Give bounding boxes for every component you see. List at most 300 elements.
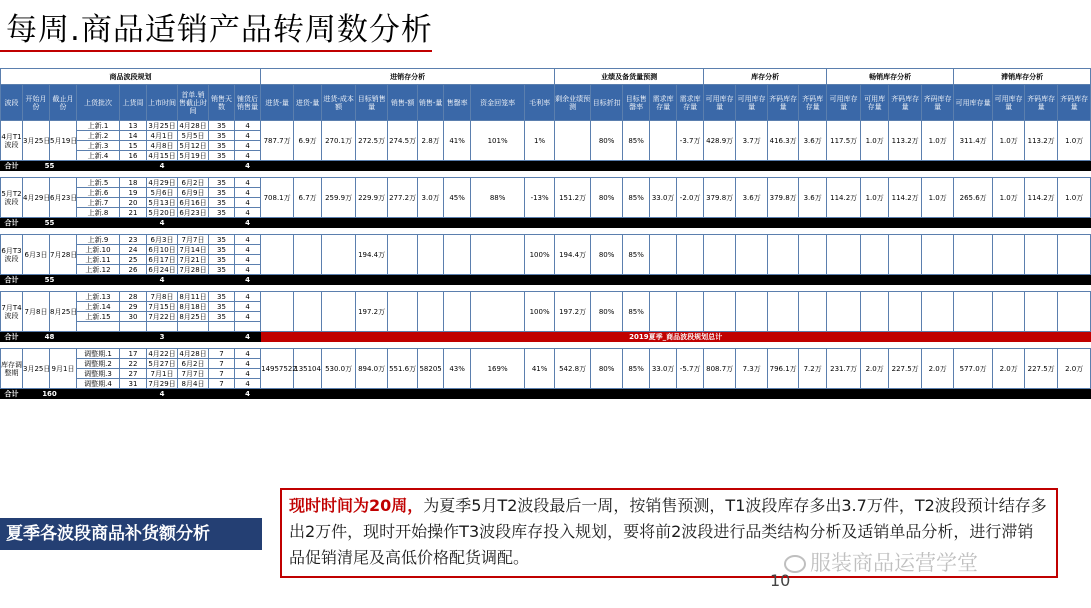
subtotal-spacer xyxy=(77,389,147,399)
batch-sale-end: 7月28日 xyxy=(179,265,207,274)
column-header: 上市时间 xyxy=(147,85,178,121)
metric-cell: 41% xyxy=(444,121,471,161)
metric-cell: 2.0万 xyxy=(922,349,954,389)
metric-cell: 1% xyxy=(525,121,555,161)
metric-cell xyxy=(1058,235,1091,275)
batch-days: 7 xyxy=(209,349,235,359)
metric-cell: -2.0万 xyxy=(677,178,704,218)
metric-cell xyxy=(322,292,356,332)
metric-cell: 274.5万 xyxy=(388,121,418,161)
batch-name: 上新.3 xyxy=(77,141,120,151)
batch-launch: 4月22日 xyxy=(148,349,176,358)
metric-cell: 2.0万 xyxy=(1058,349,1091,389)
batch-days: 35 xyxy=(209,188,235,198)
metric-cell xyxy=(736,235,768,275)
metric-cell: 100% xyxy=(525,292,555,332)
batch-lift: 4 xyxy=(235,359,261,369)
batch-lift xyxy=(235,322,261,332)
metric-cell: 7.3万 xyxy=(736,349,768,389)
batch-lift: 4 xyxy=(235,349,261,359)
column-header: 齐码库存量 xyxy=(1025,85,1058,121)
metric-cell: 542.8万 xyxy=(555,349,591,389)
metric-cell: 2.0万 xyxy=(993,349,1025,389)
wave-name: 4月T1波段 xyxy=(1,121,23,161)
group-header: 库存分析 xyxy=(704,69,827,85)
table-row xyxy=(1,349,1091,359)
batch-days: 7 xyxy=(209,369,235,379)
subtotal-weeks: 55 xyxy=(23,275,77,285)
column-header: 可用库存量 xyxy=(827,85,861,121)
column-header: 齐码库存量 xyxy=(768,85,799,121)
batch-days: 35 xyxy=(209,235,235,245)
metric-cell xyxy=(993,292,1025,332)
title-underline xyxy=(0,50,432,52)
column-header: 需求库存量 xyxy=(677,85,704,121)
metric-cell xyxy=(954,292,993,332)
metric-cell: 577.0万 xyxy=(954,349,993,389)
metric-cell: 151.2万 xyxy=(555,178,591,218)
metric-cell: 33.0万 xyxy=(650,349,677,389)
batch-name: 上新.14 xyxy=(77,302,120,312)
batch-days: 35 xyxy=(209,121,235,131)
column-header: 资金回笼率 xyxy=(471,85,525,121)
metric-cell: 227.5万 xyxy=(889,349,922,389)
column-header: 铺货后销售量 xyxy=(235,85,261,121)
subtotal-label: 合计 xyxy=(1,218,23,228)
batch-launch: 4月8日 xyxy=(147,141,178,151)
metric-cell xyxy=(704,235,736,275)
metric-cell xyxy=(1025,235,1058,275)
watermark xyxy=(784,547,978,577)
metric-cell xyxy=(1025,292,1058,332)
batch-sale-end: 8月18日 xyxy=(179,302,207,311)
metric-cell xyxy=(677,292,704,332)
subtotal-batches: 4 xyxy=(147,218,178,228)
column-header: 可用库存量 xyxy=(861,85,889,121)
metric-cell: 1.0万 xyxy=(861,121,889,161)
batch-week: 23 xyxy=(120,235,147,245)
subtotal-fill xyxy=(261,161,1091,171)
metric-cell: 530.0万 xyxy=(322,349,356,389)
batch-lift: 4 xyxy=(235,188,261,198)
metric-cell: 113.2万 xyxy=(889,121,922,161)
wave-start: 3月25日 xyxy=(23,121,50,161)
subtotal-row xyxy=(1,389,1091,399)
metric-cell: 33.0万 xyxy=(650,178,677,218)
batch-sale-end: 6月2日 xyxy=(178,359,209,369)
metric-cell: 14957522 xyxy=(261,349,294,389)
batch-sale-end: 5月12日 xyxy=(179,141,207,150)
metric-cell: 787.7万 xyxy=(261,121,294,161)
batch-launch: 7月29日 xyxy=(148,379,176,388)
metric-cell xyxy=(1058,292,1091,332)
batch-launch: 5月13日 xyxy=(148,198,176,207)
batch-lift: 4 xyxy=(235,131,261,141)
watermark-text: 服装商品运营学堂 xyxy=(810,551,978,575)
batch-name: 上新.11 xyxy=(77,255,120,265)
metric-cell: 1.0万 xyxy=(861,178,889,218)
metric-cell xyxy=(444,292,471,332)
metric-cell: 41% xyxy=(525,349,555,389)
metric-cell: 194.4万 xyxy=(356,235,388,275)
metric-cell: 6.9万 xyxy=(294,121,322,161)
metric-cell: 272.5万 xyxy=(356,121,388,161)
metric-cell: 1.0万 xyxy=(922,121,954,161)
metric-cell: 1.0万 xyxy=(922,178,954,218)
column-header: 销售-量 xyxy=(418,85,444,121)
metric-cell: 2.8万 xyxy=(418,121,444,161)
metric-cell: 80% xyxy=(591,349,623,389)
metric-cell xyxy=(555,121,591,161)
column-header: 目标售罄率 xyxy=(623,85,650,121)
column-header: 截止月份 xyxy=(50,85,77,121)
subtotal-fill xyxy=(261,218,1091,228)
metric-cell xyxy=(889,292,922,332)
batch-days: 35 xyxy=(209,151,235,161)
batch-lift: 4 xyxy=(235,208,261,218)
batch-launch: 7月15日 xyxy=(148,302,176,311)
batch-name: 上新.6 xyxy=(77,188,120,198)
batch-week: 20 xyxy=(120,198,147,208)
group-header: 畅销库存分析 xyxy=(827,69,954,85)
metric-cell: 3.7万 xyxy=(736,121,768,161)
batch-sale-end: 4月28日 xyxy=(179,121,207,130)
batch-lift: 4 xyxy=(235,379,261,389)
batch-week: 26 xyxy=(120,265,147,275)
wave-name: 5月T2波段 xyxy=(1,178,23,218)
metric-cell: 3.6万 xyxy=(799,121,827,161)
batch-week: 19 xyxy=(120,188,147,198)
wave-start: 7月8日 xyxy=(23,292,50,332)
metric-cell: 796.1万 xyxy=(768,349,799,389)
batch-lift: 4 xyxy=(235,178,261,188)
column-header: 销售-额 xyxy=(388,85,418,121)
batch-sale-end: 6月23日 xyxy=(179,208,207,217)
batch-week: 14 xyxy=(120,131,147,141)
metric-cell xyxy=(418,292,444,332)
batch-name: 上新.10 xyxy=(77,245,120,255)
metric-cell: 311.4万 xyxy=(954,121,993,161)
metric-cell: 114.2万 xyxy=(889,178,922,218)
batch-week: 15 xyxy=(120,141,147,151)
column-header: 上货批次 xyxy=(77,85,120,121)
subtotal-spacer xyxy=(178,218,235,228)
column-header: 目标销售量 xyxy=(356,85,388,121)
metric-cell: 85% xyxy=(623,349,650,389)
metric-cell xyxy=(418,235,444,275)
metric-cell xyxy=(922,292,954,332)
batch-launch: 7月1日 xyxy=(147,369,178,379)
metric-cell: 1.0万 xyxy=(1058,121,1091,161)
metric-cell: 277.2万 xyxy=(388,178,418,218)
metric-cell xyxy=(768,292,799,332)
subtotal-spacer xyxy=(77,275,147,285)
metric-cell xyxy=(922,235,954,275)
column-header: 首单.销售截止时间 xyxy=(178,85,209,121)
metric-cell xyxy=(799,235,827,275)
batch-name: 上新.12 xyxy=(77,265,120,275)
batch-name: 调整期.3 xyxy=(77,369,120,379)
column-header: 开始月份 xyxy=(23,85,50,121)
batch-sale-end: 5月5日 xyxy=(178,131,209,141)
batch-launch: 4月29日 xyxy=(148,178,176,187)
metric-cell: 85% xyxy=(623,235,650,275)
column-header: 上货周 xyxy=(120,85,147,121)
metric-cell: 231.7万 xyxy=(827,349,861,389)
metric-cell xyxy=(827,235,861,275)
subtotal-spacer xyxy=(77,161,147,171)
metric-cell xyxy=(261,292,294,332)
spacer-cell xyxy=(1,285,1091,292)
metric-cell: 894.0万 xyxy=(356,349,388,389)
batch-week: 25 xyxy=(120,255,147,265)
note-body: 为夏季5月T2波段最后一周，按销售预测，T1波段库存多出3.7万件，T2波段预计结存多出2万件，现时开始操作T3波段库存投入规划，要将前2波段进行品类结构分析及适销单品分析，进行滞销品促销清尾及高低价格配货调配。 xyxy=(289,496,1047,567)
spacer-row xyxy=(1,171,1091,178)
batch-launch: 7月8日 xyxy=(147,292,178,302)
wave-name: 7月T4波段 xyxy=(1,292,23,332)
metric-cell: 6.7万 xyxy=(294,178,322,218)
wave-end: 9月1日 xyxy=(50,349,77,389)
metric-cell: -3.7万 xyxy=(677,121,704,161)
metric-cell: 114.2万 xyxy=(827,178,861,218)
metric-cell: 379.8万 xyxy=(768,178,799,218)
batch-name: 上新.5 xyxy=(77,178,120,188)
batch-week: 16 xyxy=(120,151,147,161)
batch-launch: 4月1日 xyxy=(147,131,178,141)
batch-lift: 4 xyxy=(235,255,261,265)
batch-lift: 4 xyxy=(235,121,261,131)
metric-cell xyxy=(650,292,677,332)
wave-analysis-table xyxy=(0,68,1091,399)
wave-end: 6月23日 xyxy=(50,178,77,218)
subtotal-row xyxy=(1,332,1091,342)
column-header: 进货-量 xyxy=(261,85,294,121)
subtotal-label: 合计 xyxy=(1,389,23,399)
metric-cell: 2.0万 xyxy=(861,349,889,389)
subtotal-batches: 4 xyxy=(147,389,178,399)
subtotal-lift: 4 xyxy=(235,218,261,228)
batch-sale-end: 6月2日 xyxy=(178,178,209,188)
batch-week: 13 xyxy=(120,121,147,131)
column-header: 齐码库存量 xyxy=(799,85,827,121)
wave-name: 6月T3波段 xyxy=(1,235,23,275)
table-row xyxy=(1,178,1091,188)
wave-end: 8月25日 xyxy=(50,292,77,332)
page-title: 每周.商品适销产品转周数分析 xyxy=(6,12,433,48)
batch-launch: 5月20日 xyxy=(148,208,176,217)
batch-sale-end: 7月7日 xyxy=(178,235,209,245)
metric-cell: 197.2万 xyxy=(356,292,388,332)
batch-days: 35 xyxy=(209,265,235,275)
subtotal-spacer xyxy=(178,332,235,342)
batch-sale-end: 6月16日 xyxy=(179,198,207,207)
batch-name: 上新.9 xyxy=(77,235,120,245)
metric-cell xyxy=(889,235,922,275)
subtotal-row xyxy=(1,161,1091,171)
column-header: 齐码库存量 xyxy=(922,85,954,121)
subtotal-weeks: 55 xyxy=(23,218,77,228)
subtotal-batches: 4 xyxy=(147,275,178,285)
column-header: 售罄率 xyxy=(444,85,471,121)
metric-cell: 85% xyxy=(623,292,650,332)
batch-name: 上新.13 xyxy=(77,292,120,302)
metric-cell: 100% xyxy=(525,235,555,275)
column-header: 进货-成本额 xyxy=(322,85,356,121)
batch-lift: 4 xyxy=(235,235,261,245)
batch-lift: 4 xyxy=(235,312,261,322)
table-row xyxy=(1,235,1091,245)
metric-cell: 80% xyxy=(591,235,623,275)
metric-cell: 80% xyxy=(591,178,623,218)
group-header-row xyxy=(1,69,1091,85)
metric-cell xyxy=(704,292,736,332)
batch-launch: 4月15日 xyxy=(148,151,176,160)
metric-cell xyxy=(388,292,418,332)
metric-cell xyxy=(294,292,322,332)
metric-cell xyxy=(650,235,677,275)
metric-cell: 117.5万 xyxy=(827,121,861,161)
metric-cell: 80% xyxy=(591,121,623,161)
subtotal-label: 合计 xyxy=(1,161,23,171)
metric-cell: 85% xyxy=(623,178,650,218)
note-highlight: 现时时间为20周， xyxy=(289,496,424,515)
subtotal-lift: 4 xyxy=(235,275,261,285)
batch-name: 上新.4 xyxy=(77,151,120,161)
wave-end: 5月19日 xyxy=(50,121,77,161)
column-header: 可用库存量 xyxy=(704,85,736,121)
subtotal-batches: 4 xyxy=(147,161,178,171)
batch-lift: 4 xyxy=(235,198,261,208)
column-header: 毛利率 xyxy=(525,85,555,121)
metric-cell: 80% xyxy=(591,292,623,332)
batch-week xyxy=(120,322,147,332)
wave-start: 3月25日 xyxy=(23,349,50,389)
batch-sale-end xyxy=(178,322,209,332)
batch-days: 35 xyxy=(209,198,235,208)
batch-sale-end: 7月14日 xyxy=(179,245,207,254)
metric-cell: 169% xyxy=(471,349,525,389)
metric-cell: 270.1万 xyxy=(322,121,356,161)
batch-launch: 6月17日 xyxy=(148,255,176,264)
summary-banner: 2019夏季_商品波段规划总计 xyxy=(261,332,1091,342)
metric-cell xyxy=(322,235,356,275)
batch-days: 35 xyxy=(209,255,235,265)
subtotal-row xyxy=(1,275,1091,285)
column-header: 进货-量 xyxy=(294,85,322,121)
batch-days: 35 xyxy=(209,141,235,151)
metric-cell: 1.0万 xyxy=(993,178,1025,218)
batch-lift: 4 xyxy=(235,141,261,151)
wave-name: 库存调整期 xyxy=(1,349,23,389)
subtotal-lift: 4 xyxy=(235,332,261,342)
spacer-row xyxy=(1,228,1091,235)
metric-cell: 416.3万 xyxy=(768,121,799,161)
metric-cell: 379.8万 xyxy=(704,178,736,218)
batch-launch xyxy=(147,322,178,332)
batch-launch: 5月6日 xyxy=(147,188,178,198)
batch-name: 调整期.4 xyxy=(77,379,120,389)
subtotal-weeks: 160 xyxy=(23,389,77,399)
batch-sale-end: 4月28日 xyxy=(179,349,207,358)
subtotal-weeks: 48 xyxy=(23,332,77,342)
batch-name: 上新.7 xyxy=(77,198,120,208)
batch-launch: 6月10日 xyxy=(148,245,176,254)
metric-cell: 808.7万 xyxy=(704,349,736,389)
metric-cell: -5.7万 xyxy=(677,349,704,389)
batch-lift: 4 xyxy=(235,369,261,379)
batch-name: 上新.1 xyxy=(77,121,120,131)
metric-cell xyxy=(261,235,294,275)
column-header: 剩余业绩预测 xyxy=(555,85,591,121)
metric-cell: 114.2万 xyxy=(1025,178,1058,218)
metric-cell xyxy=(799,292,827,332)
metric-cell xyxy=(388,235,418,275)
wave-end: 7月28日 xyxy=(50,235,77,275)
spacer-cell xyxy=(1,171,1091,178)
metric-cell: 7.2万 xyxy=(799,349,827,389)
batch-launch: 7月22日 xyxy=(148,312,176,321)
metric-cell: 259.9万 xyxy=(322,178,356,218)
batch-lift: 4 xyxy=(235,302,261,312)
section-tag: 夏季各波段商品补货额分析 xyxy=(0,518,262,550)
column-header-row xyxy=(1,85,1091,121)
spacer-cell xyxy=(1,228,1091,235)
batch-name: 上新.8 xyxy=(77,208,120,218)
metric-cell: 1.0万 xyxy=(1058,178,1091,218)
metric-cell xyxy=(861,235,889,275)
column-header: 齐码库存量 xyxy=(1058,85,1091,121)
metric-cell xyxy=(827,292,861,332)
batch-week: 17 xyxy=(120,349,147,359)
metric-cell xyxy=(993,235,1025,275)
metric-cell: 113.2万 xyxy=(1025,121,1058,161)
group-header: 业绩及备货量预测 xyxy=(555,69,704,85)
batch-launch: 5月27日 xyxy=(148,359,176,368)
metric-cell xyxy=(471,235,525,275)
batch-launch: 3月25日 xyxy=(148,121,176,130)
batch-days: 35 xyxy=(209,312,235,322)
metric-cell: -13% xyxy=(525,178,555,218)
batch-sale-end: 5月19日 xyxy=(179,151,207,160)
batch-sale-end: 7月7日 xyxy=(178,369,209,379)
metric-cell xyxy=(861,292,889,332)
subtotal-label: 合计 xyxy=(1,275,23,285)
metric-cell: 1.0万 xyxy=(993,121,1025,161)
group-header: 进销存分析 xyxy=(261,69,555,85)
batch-lift: 4 xyxy=(235,245,261,255)
spacer-row xyxy=(1,342,1091,349)
batch-launch: 6月3日 xyxy=(147,235,178,245)
batch-days: 35 xyxy=(209,208,235,218)
batch-week: 18 xyxy=(120,178,147,188)
batch-week: 29 xyxy=(120,302,147,312)
batch-lift: 4 xyxy=(235,265,261,275)
batch-name: 调整期.1 xyxy=(77,349,120,359)
batch-days xyxy=(209,322,235,332)
metric-cell: 58205 xyxy=(418,349,444,389)
batch-name: 上新.2 xyxy=(77,131,120,141)
metric-cell: 229.9万 xyxy=(356,178,388,218)
spacer-cell xyxy=(1,342,1091,349)
batch-week: 24 xyxy=(120,245,147,255)
batch-week: 22 xyxy=(120,359,147,369)
metric-cell: 45% xyxy=(444,178,471,218)
batch-sale-end: 6月9日 xyxy=(178,188,209,198)
metric-cell xyxy=(294,235,322,275)
metric-cell: 43% xyxy=(444,349,471,389)
batch-sale-end: 8月11日 xyxy=(179,292,207,301)
batch-days: 7 xyxy=(209,379,235,389)
